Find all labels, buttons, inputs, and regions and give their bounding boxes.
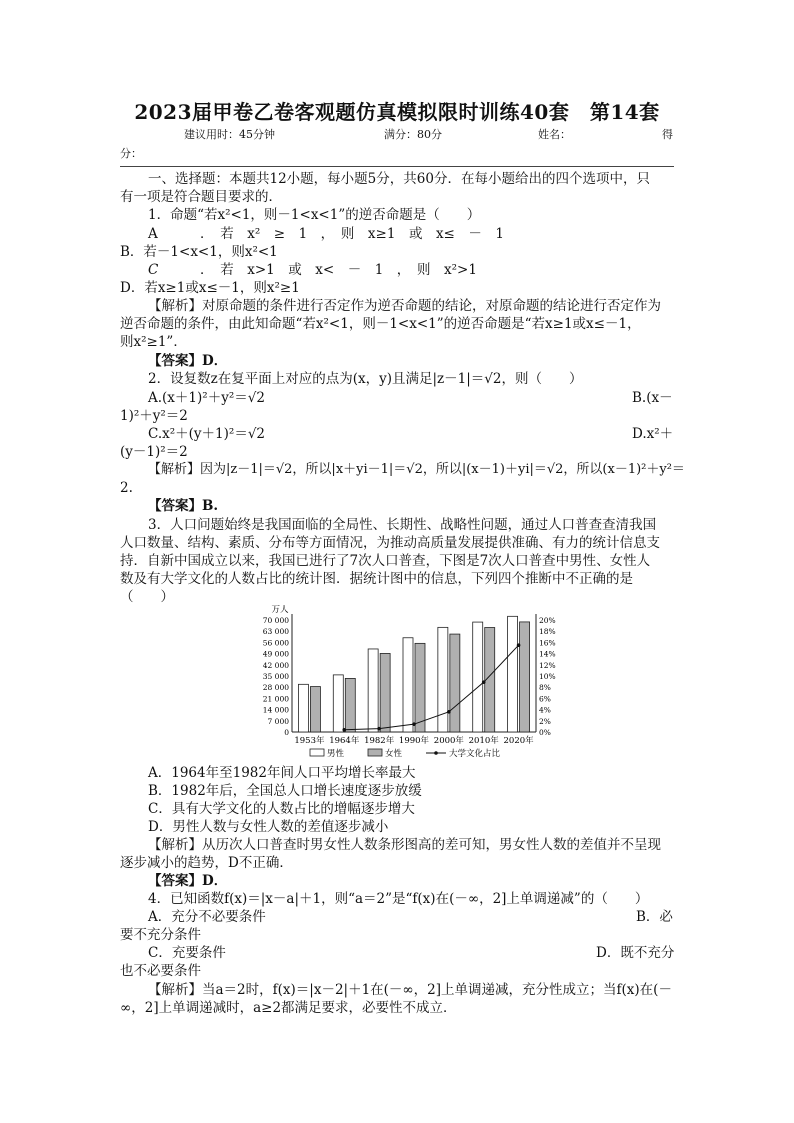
bar-male: [508, 616, 518, 732]
bar-female: [520, 622, 530, 732]
q2-option-c: C.x²＋(y＋1)²＝√2: [148, 426, 266, 442]
q4-stem: 4．已知函数f(x)＝|x－a|＋1，则“a＝2”是“f(x)在(－∞，2]上单调递减”的（ ）: [148, 891, 649, 907]
q1-analysis-line1: 【解析】对原命题的条件进行否定作为逆否命题的结论，对原命题的结论进行否定作为: [148, 298, 661, 314]
left-tick-label: 49 000: [262, 649, 289, 659]
q1-analysis-line3: 则x²≥1”．: [120, 334, 187, 350]
q2-option-d: D.x²＋: [632, 426, 674, 442]
population-chart: [240, 600, 580, 770]
legend-label-university: 大学文化占比: [449, 749, 501, 759]
q3-option-a: A．1964年至1982年间人口平均增长率最大: [148, 765, 416, 781]
section-heading-line1: 一、选择题：本题共12小题，每小题5分，共60分．在每小题给出的四个选项中，只: [148, 171, 650, 187]
legend-swatch-female: [368, 749, 382, 756]
line-point-university: [412, 722, 416, 726]
q4-analysis-line1: 【解析】当a＝2时，f(x)＝|x－2|＋1在(－∞，2]上单调递减，充分性成立；当f(x)在(－: [148, 982, 672, 998]
q4-option-b-cont: 要不充分条件: [120, 927, 201, 943]
right-tick-label: 14%: [539, 649, 556, 659]
bar-female: [415, 643, 425, 732]
bar-male: [473, 622, 483, 732]
right-tick-label: 18%: [539, 627, 556, 637]
left-tick-label: 7 000: [267, 716, 289, 726]
q2-option-b-cont: 1)²＋y²＝2: [120, 408, 188, 424]
q2-analysis-line2: 2.: [120, 480, 133, 496]
q1-option-c-label: C: [148, 262, 159, 278]
q2-option-b: B.(x－: [632, 390, 673, 406]
legend-label-male: 男性: [327, 749, 345, 759]
time-label: 建议用时：45分钟: [184, 128, 275, 141]
q2-stem: 2．设复数z在复平面上对应的点为(x，y)且满足|z－1|＝√2，则（ ）: [148, 371, 583, 387]
right-tick-label: 2%: [539, 716, 551, 726]
right-tick-label: 6%: [539, 694, 551, 704]
q1-option-c: ． 若 x>1 或 x< － 1 ， 则 x²>1: [200, 262, 477, 278]
left-tick-label: 42 000: [262, 660, 289, 670]
x-tick-label: 2000年: [433, 736, 464, 746]
q4-option-d: D．既不充分: [596, 945, 675, 961]
q3-answer: 【答案】D．: [148, 873, 228, 889]
q1-analysis-line2: 逆否命题的条件，由此知命题“若x²<1，则－1<x<1”的逆否命题是“若x≥1或x≤－1，: [120, 316, 641, 332]
right-tick-label: 12%: [539, 660, 556, 670]
left-tick-label: 35 000: [262, 672, 289, 681]
q1-option-a: ． 若 x² ≥ 1 ， 则 x≥1 或 x≤ － 1: [200, 226, 504, 242]
score-label: 满分：80分: [384, 128, 442, 141]
bar-male: [298, 684, 308, 732]
q3-stem-line3: 持．自新中国成立以来，我国已进行了7次人口普查，下图是7次人口普查中男性、女性人: [120, 553, 651, 569]
left-tick-label: 14 000: [262, 705, 289, 715]
left-tick-label: 63 000: [262, 627, 289, 637]
q3-stem-line4: 数及有大学文化的人数占比的统计图．据统计图中的信息，下列四个推断中不正确的是: [120, 571, 633, 587]
q1-option-a-label: A: [148, 226, 158, 242]
q1-answer: 【答案】D．: [148, 353, 228, 369]
legend-label-female: 女性: [385, 749, 403, 759]
bar-male: [403, 638, 413, 732]
left-tick-label: 56 000: [262, 638, 289, 648]
page-title: 2023届甲卷乙卷客观题仿真模拟限时训练40套 第14套: [134, 100, 660, 124]
q3-analysis-line2: 逐步减小的趋势，D不正确．: [120, 855, 293, 871]
x-tick-label: 1964年: [329, 736, 360, 746]
q3-option-d: D．男性人数与女性人数的差值逐步减小: [148, 819, 389, 835]
q1-option-b: B．若－1<x<1，则x²<1: [120, 244, 278, 260]
q4-option-d-cont: 也不必要条件: [120, 963, 201, 979]
q3-stem-line5: （ ）: [120, 589, 174, 605]
bar-female: [310, 687, 320, 732]
x-tick-label: 2010年: [468, 736, 499, 746]
q3-option-c: C．具有大学文化的人数占比的增幅逐步增大: [148, 801, 415, 817]
bar-female: [380, 653, 390, 732]
header-divider: [120, 166, 674, 167]
bar-female: [345, 678, 355, 732]
q3-option-b: B．1982年后，全国总人口增长速度逐步放缓: [148, 783, 422, 799]
x-tick-label: 1990年: [398, 736, 430, 746]
section-heading-line2: 有一项是符合题目要求的．: [120, 189, 282, 205]
x-tick-label: 1953年: [294, 736, 325, 746]
line-point-university: [377, 727, 381, 731]
q1-option-d: D．若x≥1或x≤－1，则x²≥1: [120, 280, 300, 296]
bar-male: [368, 649, 378, 732]
population-chart-svg: [240, 600, 580, 770]
bar-male: [438, 627, 448, 732]
right-tick-label: 20%: [539, 616, 556, 625]
left-tick-label: 21 000: [262, 694, 289, 704]
q4-option-c: C．充要条件: [148, 945, 226, 961]
q3-stem-line1: 3．人口问题始终是我国面临的全局性、长期性、战略性问题，通过人口普查查清我国: [148, 517, 657, 533]
left-tick-label: 0: [284, 728, 289, 737]
q4-option-b: B．必: [636, 909, 673, 925]
bar-male: [333, 675, 343, 732]
left-tick-label: 28 000: [262, 683, 289, 693]
legend-marker-university: [434, 751, 438, 755]
name-label: 姓名：: [538, 128, 571, 141]
line-point-university: [482, 680, 486, 684]
right-tick-label: 8%: [539, 683, 551, 693]
q3-stem-line2: 人口数量、结构、素质、分布等方面情况，为推动高质量发展提供准确、有力的统计信息支: [120, 535, 660, 551]
q4-option-a: A．充分不必要条件: [148, 909, 266, 925]
q2-option-a: A.(x＋1)²＋y²＝√2: [148, 390, 265, 406]
left-axis-unit: 万人: [271, 605, 289, 615]
x-tick-label: 2020年: [503, 736, 534, 746]
right-tick-label: 4%: [539, 705, 551, 715]
x-tick-label: 1982年: [364, 736, 395, 746]
right-tick-label: 16%: [539, 638, 556, 648]
q2-option-d-cont: (y－1)²＝2: [120, 444, 188, 460]
score-fen: 分：: [120, 147, 142, 160]
bar-female: [450, 634, 460, 732]
q2-analysis-line1: 【解析】因为|z－1|＝√2，所以|x＋yi－1|＝√2，所以|(x－1)＋yi|＝√2，所以(x－1)²＋y²＝: [148, 462, 685, 477]
left-tick-label: 70 000: [262, 616, 289, 625]
right-tick-label: 10%: [539, 672, 556, 681]
score-de: 得: [662, 128, 673, 141]
legend-swatch-male: [310, 749, 324, 756]
line-point-university: [447, 710, 451, 714]
q4-analysis-line2: ∞，2]上单调递减时，a≥2都满足要求，必要性不成立．: [120, 1000, 457, 1016]
right-tick-label: 0%: [539, 728, 551, 737]
line-point-university: [517, 643, 521, 647]
q3-analysis-line1: 【解析】从历次人口普查时男女性人数条形图高的差可知，男女性人数的差值并不呈现: [148, 837, 661, 853]
q2-answer: 【答案】B.: [148, 498, 219, 514]
line-point-university: [342, 728, 346, 732]
q1-stem: 1．命题“若x²<1，则－1<x<1”的逆否命题是（ ）: [148, 207, 481, 223]
